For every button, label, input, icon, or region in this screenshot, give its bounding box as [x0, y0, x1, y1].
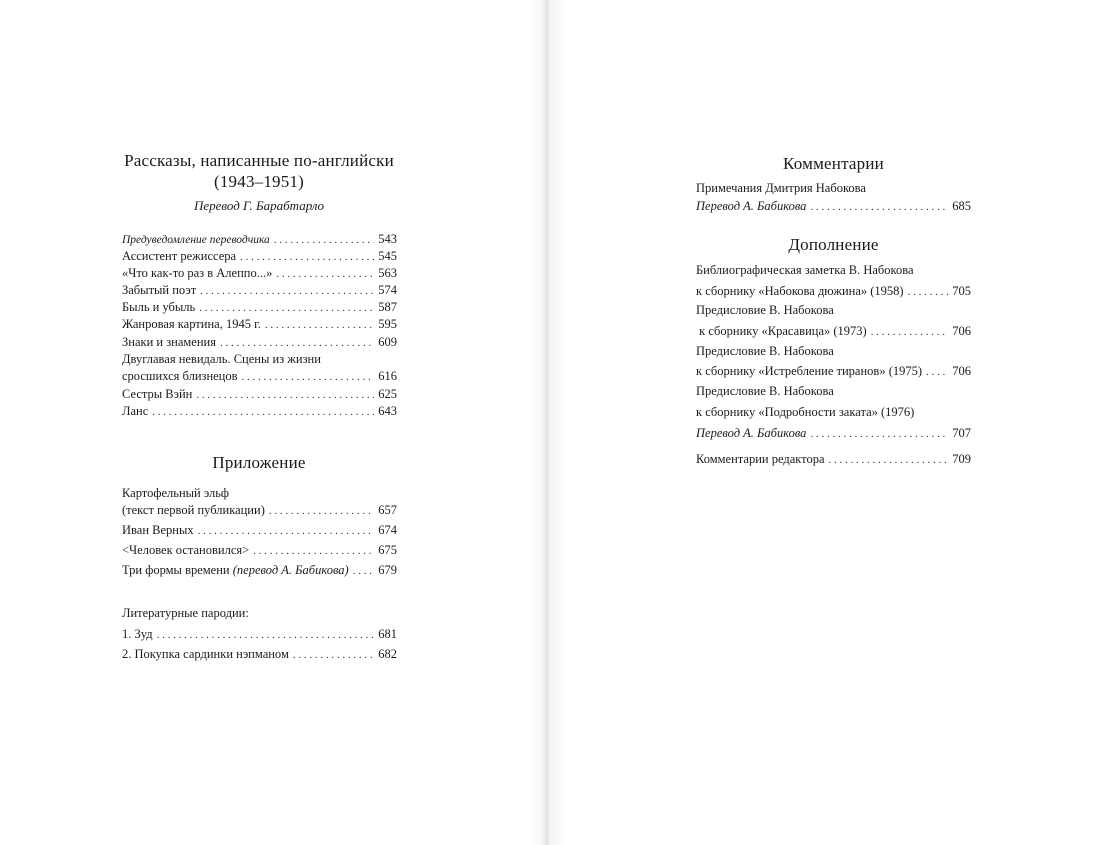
section-title-line-1: Рассказы, написанные по-английски	[124, 151, 394, 170]
toc-entry-title: <Человек остановился>	[122, 543, 250, 557]
toc-entry-title: Иван Верных	[122, 523, 194, 537]
toc-entry-page: 657	[378, 503, 397, 517]
toc-entry-title-first-line: Примечания Дмитрия Набокова	[696, 181, 866, 195]
toc-entry-title: к сборнику «Набокова дюжина» (1958)	[696, 284, 904, 298]
toc-entry-page: 595	[378, 317, 397, 331]
toc-entry-page: 543	[378, 232, 397, 246]
toc-entry[interactable]	[122, 502, 397, 519]
toc-entry-page: 681	[378, 627, 397, 641]
toc-entry-title: Ассистент режиссера	[122, 249, 237, 263]
toc-entry-title: сросшихся близнецов	[122, 369, 238, 383]
toc-entry[interactable]	[122, 562, 397, 579]
dot-leader	[269, 503, 374, 519]
toc-entry-title: к сборнику «Красавица» (1973)	[696, 324, 867, 338]
book-gutter-shadow	[530, 0, 564, 845]
toc-entry-page: 706	[952, 364, 971, 378]
toc-entry-title: Ланс	[122, 404, 149, 418]
toc-entry-title: Знаки и знамения	[122, 335, 216, 349]
toc-entry-page: 685	[952, 199, 971, 213]
toc-entry-page: 545	[378, 249, 397, 263]
toc-entry-page: 709	[952, 452, 971, 466]
dot-leader	[810, 199, 948, 215]
toc-entry[interactable]	[122, 231, 397, 248]
toc-entry-title: Быль и убыль	[122, 300, 196, 314]
toc-entry[interactable]	[122, 522, 397, 539]
section-title-supplement: Дополнение	[788, 235, 879, 254]
toc-entry[interactable]	[122, 248, 397, 265]
dot-leader	[871, 324, 949, 340]
toc-entry-title: Забытый поэт	[122, 283, 197, 297]
dot-leader	[265, 317, 374, 333]
toc-entry-page: 609	[378, 335, 397, 349]
toc-entry-title-first-line: Картофельный эльф	[122, 486, 230, 500]
toc-entry-page: 625	[378, 387, 397, 401]
toc-entry-page: 587	[378, 300, 397, 314]
toc-entry-title: 2. Покупка сардинки нэпманом	[122, 647, 289, 661]
toc-entry-title: (текст первой публикации)	[122, 503, 265, 517]
toc-entry-title: Сестры Вэйн	[122, 387, 193, 401]
toc-entry[interactable]	[122, 299, 397, 316]
toc-entry[interactable]	[696, 425, 971, 442]
toc-entry[interactable]	[696, 283, 971, 300]
toc-entry[interactable]	[696, 323, 971, 340]
toc-entry[interactable]	[122, 386, 397, 403]
left-page	[0, 0, 546, 845]
toc-entry[interactable]	[122, 368, 397, 385]
dot-leader	[829, 452, 949, 468]
toc-entry[interactable]	[122, 403, 397, 420]
dot-leader	[152, 404, 374, 420]
dot-leader	[293, 647, 374, 663]
toc-entry[interactable]	[696, 363, 971, 380]
toc-entry-page: 682	[378, 647, 397, 661]
toc-entry-title-first-line: Двуглавая невидаль. Сцены из жизни	[122, 352, 321, 366]
dot-leader	[200, 283, 374, 299]
toc-entry[interactable]	[122, 316, 397, 333]
toc-entry-title-first-line: Предисловие В. Набокова	[696, 303, 834, 317]
toc-entry-page: 643	[378, 404, 397, 418]
toc-entry-page: 616	[378, 369, 397, 383]
toc-entry-title-first-line: Предисловие В. Набокова	[696, 384, 834, 398]
toc-entry-title: «Что как-то раз в Алеппо...»	[122, 266, 273, 280]
toc-entry-page: 679	[378, 563, 397, 577]
dot-leader	[810, 426, 948, 442]
right-page	[546, 0, 1093, 845]
dot-leader	[253, 543, 374, 559]
toc-entry-translator: Перевод А. Бабикова	[696, 426, 807, 440]
toc-entry[interactable]	[122, 542, 397, 559]
section-title-appendix: Приложение	[212, 453, 306, 472]
toc-entry-title: Жанровая картина, 1945 г.	[122, 317, 261, 331]
dot-leader	[908, 284, 949, 300]
toc-entry[interactable]	[122, 282, 397, 299]
toc-entry[interactable]	[122, 646, 397, 663]
toc-entry-page: 705	[952, 284, 971, 298]
section-title-stories	[100, 150, 418, 192]
dot-leader	[926, 364, 948, 380]
toc-entry-page: 675	[378, 543, 397, 557]
toc-entry[interactable]	[122, 626, 397, 643]
section-title-comments: Комментарии	[783, 154, 884, 173]
dot-leader	[198, 523, 375, 539]
toc-entry-title-first-line: Предисловие В. Набокова	[696, 344, 834, 358]
toc-entry[interactable]	[696, 451, 971, 468]
dot-leader	[196, 387, 374, 403]
toc-entry-title: Комментарии редактора	[696, 452, 825, 466]
section-title-line-2: (1943–1951)	[213, 172, 305, 191]
toc-entry-title: к сборнику «Истребление тиранов» (1975)	[696, 364, 923, 378]
toc-entry-page: 707	[952, 426, 971, 440]
dot-leader	[274, 232, 374, 248]
toc-entry[interactable]	[122, 334, 397, 351]
dot-leader	[220, 335, 374, 351]
dot-leader	[240, 249, 374, 265]
toc-entry[interactable]	[696, 198, 971, 215]
toc-entry-title-first-line: Библиографическая заметка В. Набокова	[696, 263, 914, 277]
toc-entry-title	[122, 562, 349, 578]
parodies-heading: Литературные пародии:	[122, 606, 249, 620]
dot-leader	[157, 627, 375, 643]
dot-leader	[353, 563, 375, 579]
translator-credit: Перевод Г. Барабтарло	[193, 198, 325, 213]
dot-leader	[276, 266, 374, 282]
toc-entry-page: 674	[378, 523, 397, 537]
dot-leader	[242, 369, 375, 385]
toc-entry-translator: Перевод А. Бабикова	[696, 199, 807, 213]
toc-entry-title: Предуведомление переводчика	[122, 234, 270, 246]
toc-entry-page: 574	[378, 283, 397, 297]
toc-entry-translator-note: (перевод А. Бабикова)	[232, 563, 349, 577]
toc-entry-page: 706	[952, 324, 971, 338]
toc-entry-title-second-line: к сборнику «Подробности заката» (1976)	[696, 405, 915, 419]
toc-entry-title-text: Три формы времени	[122, 563, 230, 577]
toc-entry[interactable]	[122, 265, 397, 282]
toc-entry-title: 1. Зуд	[122, 627, 153, 641]
dot-leader	[199, 300, 374, 316]
toc-entry-page: 563	[378, 266, 397, 280]
